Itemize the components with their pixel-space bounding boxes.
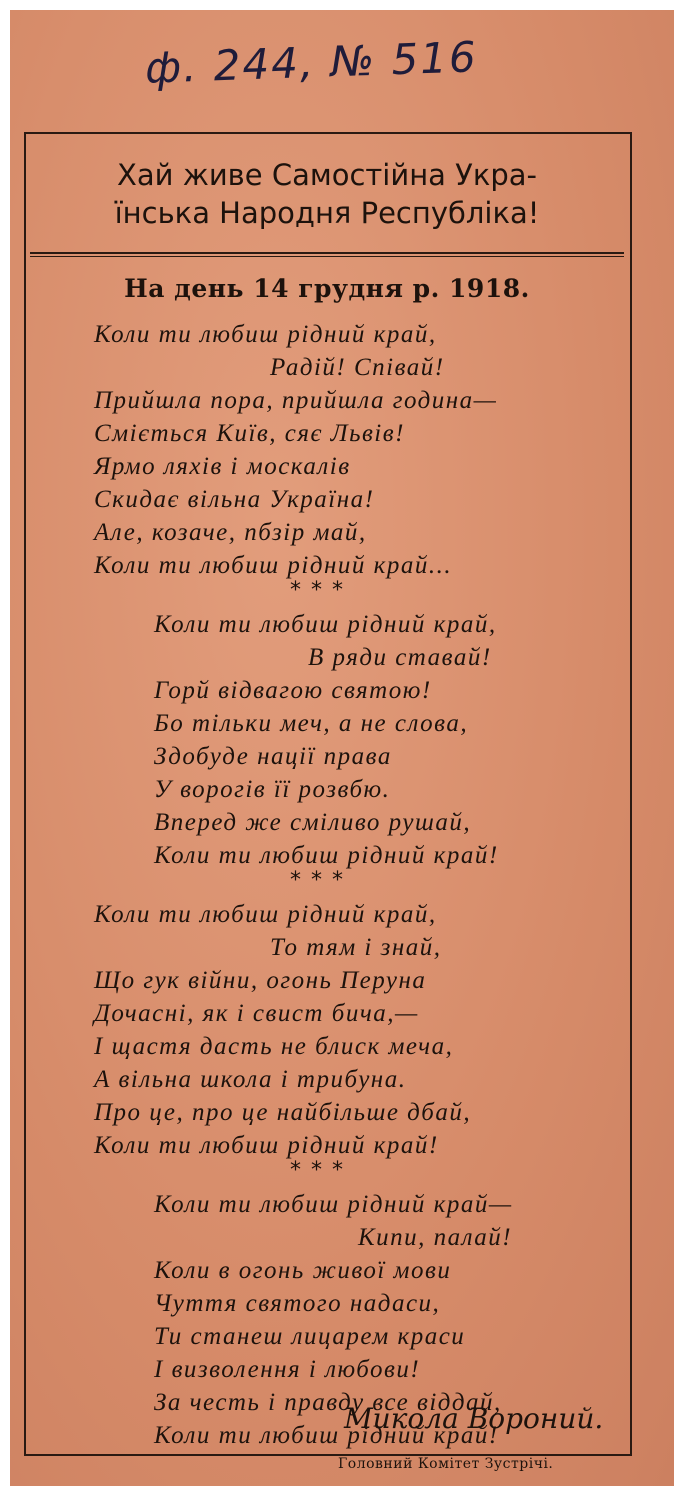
poem-line: Що гук війни, огонь Перуна — [94, 967, 427, 994]
poem-line: Коли ти любиш рідний край! — [154, 1422, 499, 1449]
poem-line: Чуття святого надаси, — [154, 1290, 441, 1317]
poem-line: Коли в огонь живої мови — [154, 1257, 452, 1284]
poem-line: І визволення і любови! — [154, 1356, 421, 1383]
poem-line: Здобуде нації права — [154, 743, 392, 770]
poem-line: Коли ти любиш рідний край! — [154, 842, 499, 869]
poem-line: Радій! Співай! — [270, 354, 445, 381]
headline-line-2: їнська Народня Республіка! — [114, 196, 540, 230]
poem-line: Коли ти любиш рідний край, — [94, 901, 437, 928]
poem-line: Коли ти любиш рідний край, — [94, 321, 437, 348]
poem-line: То тям і знай, — [270, 934, 442, 961]
poem-line: Горй відвагою святою! — [154, 677, 432, 704]
committee-credit: Головний Комітет Зустрічі. — [338, 1456, 554, 1472]
stanza-separator: * * * — [290, 578, 345, 603]
poem-line: У ворогів її розвбю. — [154, 776, 391, 803]
header-divider-thin — [30, 256, 624, 257]
poem-line: Коли ти любиш рідний край— — [154, 1191, 513, 1218]
stanza-separator: * * * — [290, 868, 345, 893]
poem-line: За честь і правду все віддай, — [154, 1389, 502, 1416]
stanza-separator: * * * — [290, 1158, 345, 1183]
poem-line: І щастя дасть не блиск меча, — [94, 1033, 454, 1060]
poem-line: Сміється Київ, сяє Львів! — [94, 420, 405, 447]
poem-line: Коли ти любиш рідний край... — [94, 552, 453, 579]
header-divider — [30, 252, 624, 254]
headline-line-1: Хай живе Самостійна Укра- — [117, 158, 537, 192]
archive-mark: ф. 244, № 516 — [144, 32, 479, 93]
poem-line: Ти станеш лицарем краси — [154, 1323, 466, 1350]
poem-line: Кипи, палай! — [358, 1224, 513, 1251]
poem-line: Ярмо ляхів і москалів — [94, 453, 351, 480]
poem-line: А вільна школа і трибуна. — [94, 1066, 407, 1093]
headline — [30, 156, 624, 232]
date-title: На день 14 грудня р. 1918. — [124, 274, 530, 303]
poem-line: Коли ти любиш рідний край! — [94, 1132, 439, 1159]
poem-line: В ряди ставай! — [308, 644, 492, 671]
poem-line: Скидає вільна Україна! — [94, 486, 375, 513]
poem-line: Але, козаче, пбзір май, — [94, 519, 367, 546]
poem-line: Коли ти любиш рідний край, — [154, 611, 497, 638]
author-signature: Микола Вороний. — [344, 1402, 604, 1435]
poem-line: Прийшла пора, прийшла година— — [94, 387, 498, 414]
poem-line: Про це, про це найбільше дбай, — [94, 1099, 472, 1126]
poem-line: Вперед же сміливо рушай, — [154, 809, 472, 836]
poem-line: Дочасні, як і свист бича,— — [94, 1000, 419, 1027]
poem-line: Бо тільки меч, а не слова, — [154, 710, 469, 737]
